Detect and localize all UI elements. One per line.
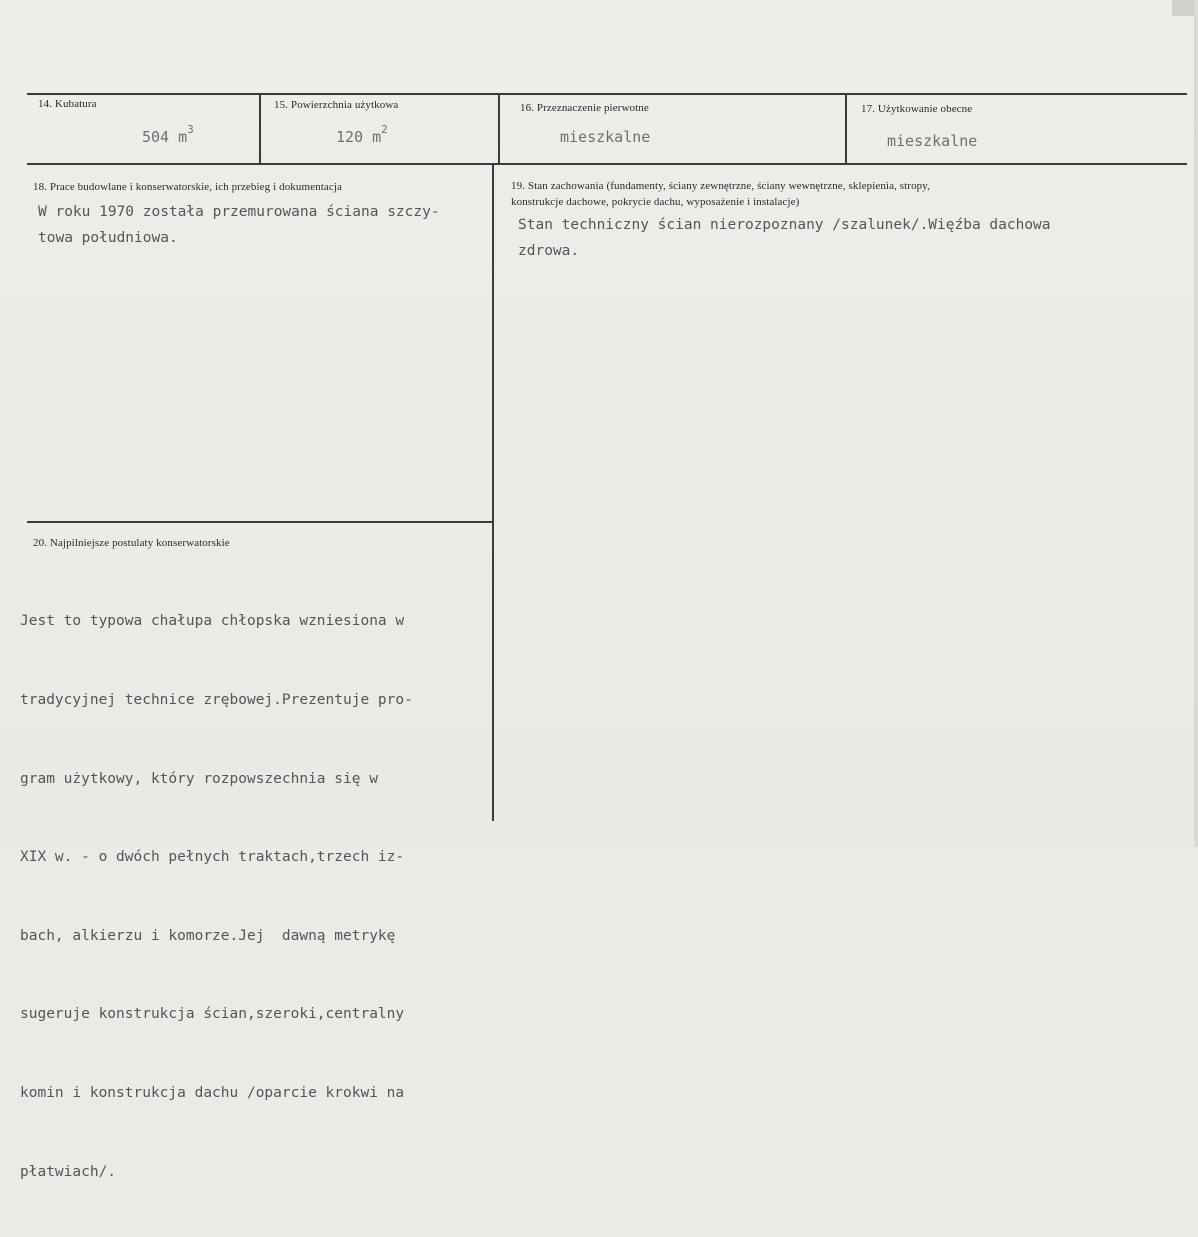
field-16-value: mieszkalne (560, 128, 651, 146)
section-20-line: gram użytkowy, który rozpowszechnia się w (20, 770, 378, 787)
section-19-text (518, 212, 1051, 264)
field-14-number: 504 m (142, 128, 188, 146)
section-20-line: bach, alkierzu i komorze.Jej dawną metrykę (20, 927, 396, 944)
section-20-line: sugeruje konstrukcja ścian,szeroki,centralny (20, 1006, 405, 1023)
divider-15-16 (498, 93, 500, 164)
section-20-line: XIX w. - o dwóch pełnych traktach,trzech iz- (20, 849, 405, 866)
section-19-label-line2: konstrukcje dachowe, pokrycie dachu, wyposażenie i instalacje) (511, 196, 800, 208)
field-15-exponent: 2 (381, 123, 388, 136)
section-20-text (20, 556, 413, 1237)
section-20-rule (27, 521, 493, 523)
field-14-label: 14. Kubatura (38, 98, 97, 110)
field-16-label: 16. Przeznaczenie pierwotne (520, 102, 649, 114)
section-20-label: 20. Najpilniejsze postulaty konserwatorskie (33, 537, 230, 549)
field-15-value (336, 123, 388, 146)
field-14-value (142, 123, 194, 146)
field-15-number: 120 m (336, 128, 382, 146)
section-18-line: W roku 1970 została przemurowana ściana szczy- (38, 204, 440, 220)
field-17-value: mieszkalne (887, 132, 978, 150)
divider-16-17 (845, 93, 847, 164)
fields-bottom-rule (27, 163, 1187, 165)
section-19-label-line1: 19. Stan zachowania (fundamenty, ściany zewnętrzne, ściany wewnętrzne, sklepienia, stropy, (511, 180, 931, 192)
section-19-line: zdrowa. (518, 243, 580, 260)
section-20-line: komin i konstrukcja dachu /oparcie krokwi na (20, 1085, 405, 1102)
field-15-label: 15. Powierzchnia użytkowa (274, 99, 399, 111)
card-right-edge (1194, 0, 1198, 847)
section-19-line: Stan techniczny ścian nierozpoznany /szalunek/.Więźba dachowa (518, 217, 1051, 233)
top-rule (27, 93, 1187, 95)
main-column-divider (492, 164, 494, 821)
section-18-line: towa południowa. (38, 230, 178, 247)
section-20-line: tradycyjnej technice zrębowej.Prezentuje pro- (20, 692, 413, 709)
section-20-line: Jest to typowa chałupa chłopska wzniesiona w (20, 613, 405, 630)
field-17-label: 17. Użytkowanie obecne (861, 103, 973, 115)
section-20-line: płatwiach/. (20, 1163, 117, 1180)
section-18-label: 18. Prace budowlane i konserwatorskie, ich przebieg i dokumentacja (33, 181, 342, 193)
field-14-exponent: 3 (187, 123, 194, 136)
divider-14-15 (259, 93, 261, 164)
section-18-text (38, 199, 440, 251)
